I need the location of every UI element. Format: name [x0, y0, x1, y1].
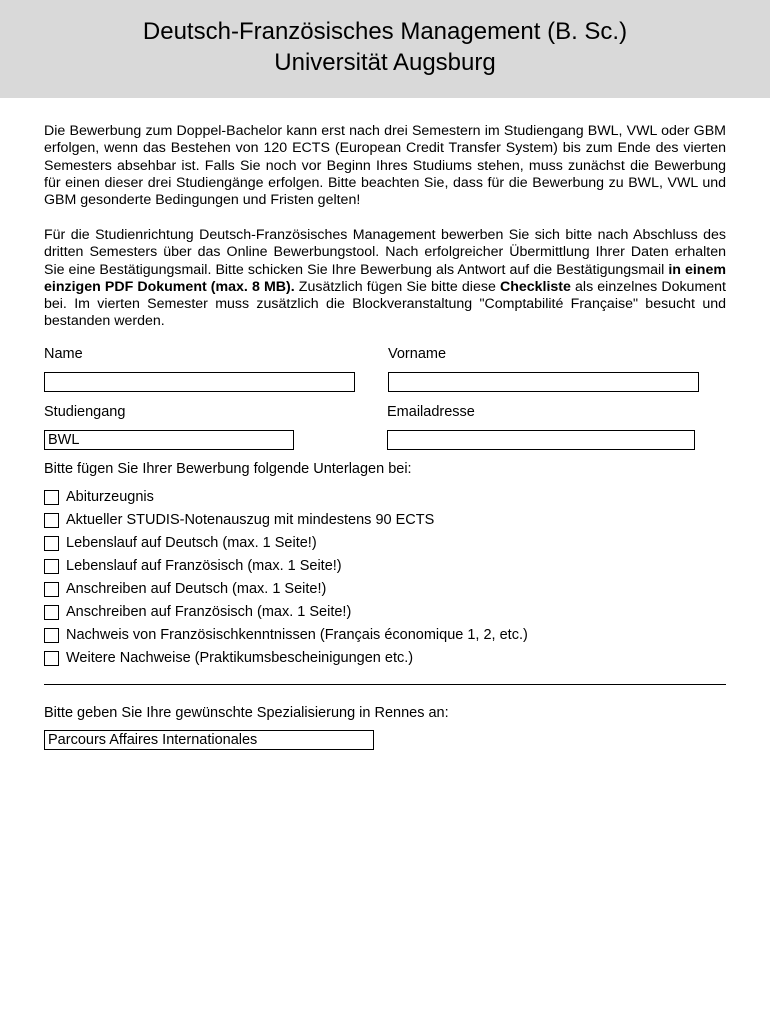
email-label: Emailadresse [387, 404, 475, 420]
paragraph-text: als einzelnes Dokument bei. Im vierten Semester muss zusätzlich die Blockveranstaltung "Comptabilité Française" besucht und bestanden werden. [44, 278, 726, 330]
email-field[interactable] [387, 430, 695, 450]
checkbox[interactable] [44, 513, 59, 528]
university-name: Universität Augsburg [274, 49, 496, 76]
checkbox[interactable] [44, 582, 59, 597]
specialization-field[interactable]: Parcours Affaires Internationales [44, 730, 374, 750]
studiengang-label: Studiengang [44, 404, 126, 420]
document-title: Deutsch-Französisches Management (B. Sc.) [142, 18, 628, 45]
paragraph-text: Für die Studienrichtung Deutsch-Französisches Management bewerben Sie sich bitte nach Abschluss des dritten Semesters über das Online Bewerbungstool. Nach erfolgreicher Übermittlung Ihrer Daten erhalten Sie eine Bestätigungsmail. Bitte schicken Sie Ihre Bewerbung als Antwort auf die Bestätigungsmail [44, 227, 726, 278]
divider [44, 684, 726, 685]
checkbox[interactable] [44, 628, 59, 643]
checkbox[interactable] [44, 559, 59, 574]
checkbox[interactable] [44, 536, 59, 551]
checklist-item-label: Abiturzeugnis [66, 489, 154, 505]
checklist-item-label: Anschreiben auf Französisch (max. 1 Seite!) [66, 604, 352, 620]
name-field[interactable] [44, 372, 355, 392]
specialization-label: Bitte geben Sie Ihre gewünschte Spezialisierung in Rennes an: [44, 705, 449, 721]
pdf-requirement: in einem einzigen PDF Dokument (max. 8 MB). [44, 261, 726, 295]
checklist-item-label: Aktueller STUDIS-Notenauszug mit mindestens 90 ECTS [66, 512, 435, 528]
name-label: Name [44, 346, 83, 362]
studiengang-field[interactable]: BWL [44, 430, 294, 450]
checklist-item-label: Lebenslauf auf Französisch (max. 1 Seite!) [66, 558, 342, 574]
intro-paragraph-2 [44, 227, 726, 331]
checkbox[interactable] [44, 605, 59, 620]
checklist-item-label: Lebenslauf auf Deutsch (max. 1 Seite!) [66, 535, 317, 551]
checklist-heading: Bitte fügen Sie Ihrer Bewerbung folgende Unterlagen bei: [44, 461, 412, 477]
checklist-reference: Checkliste [499, 278, 571, 295]
vorname-label: Vorname [388, 346, 447, 362]
vorname-field[interactable] [388, 372, 699, 392]
intro-paragraph-1: Die Bewerbung zum Doppel-Bachelor kann erst nach drei Semestern im Studiengang BWL, VWL oder GBM erfolgen, wenn das Bestehen von 120 ECTS (European Credit Transfer System) bis zum Ende des vierten Semesters absehbar ist. Falls Sie noch vor Beginn Ihres Studiums stehen, muss zunächst die Bewerbung für einen dieser drei Studiengänge erfolgen. Bitte beachten Sie, dass für die Bewerbung zu BWL, VWL und GBM gesonderte Bedingungen und Fristen gelten! [44, 123, 726, 209]
checklist-item-label: Weitere Nachweise (Praktikumsbescheinigungen etc.) [66, 650, 414, 666]
checklist-item-label: Nachweis von Französischkenntnissen (Français économique 1, 2, etc.) [66, 627, 528, 643]
checkbox[interactable] [44, 490, 59, 505]
paragraph-text: Zusätzlich fügen Sie bitte diese [294, 278, 500, 295]
document-header [0, 0, 770, 98]
checklist-item-label: Anschreiben auf Deutsch (max. 1 Seite!) [66, 581, 327, 597]
checkbox[interactable] [44, 651, 59, 666]
